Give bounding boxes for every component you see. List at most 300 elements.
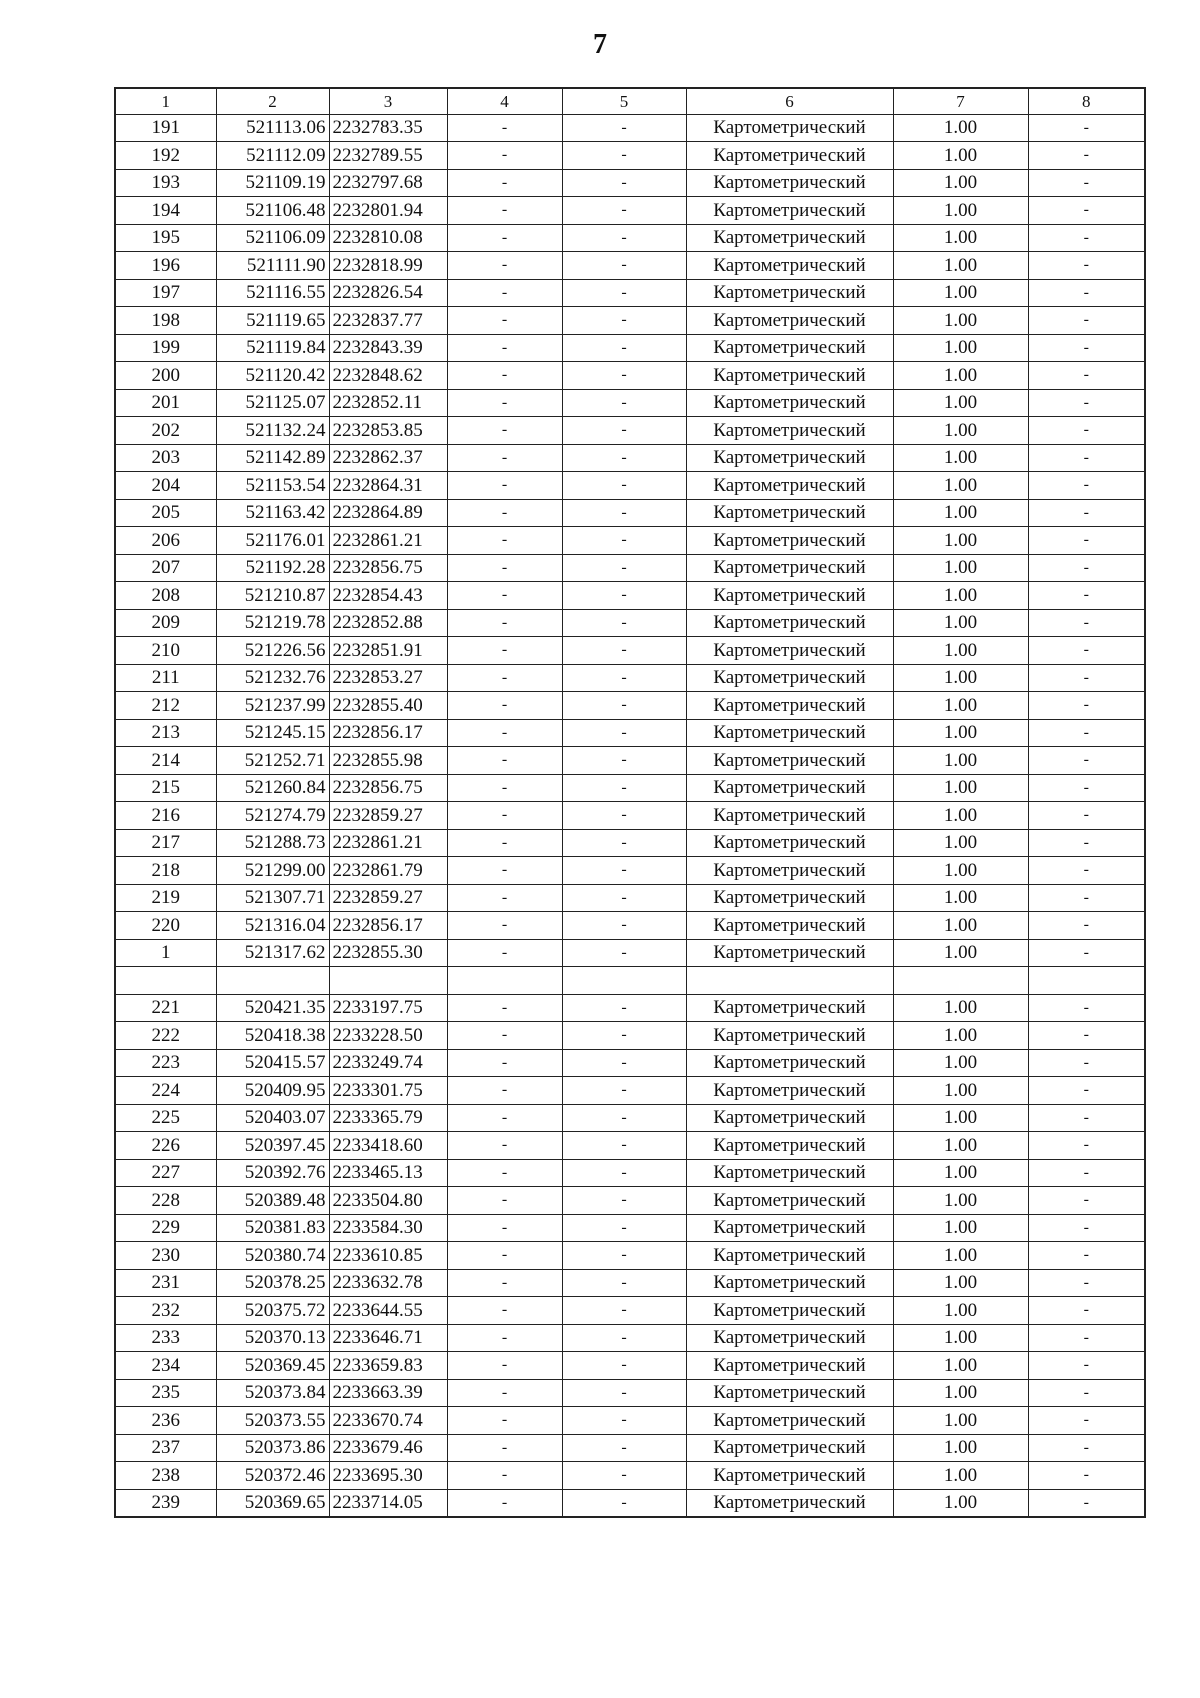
x-coordinate-cell: 521112.09 xyxy=(216,142,329,170)
y-coordinate-cell: 2232818.99 xyxy=(329,252,447,280)
table-row xyxy=(115,1462,1145,1490)
table-row xyxy=(115,912,1145,940)
table-row xyxy=(115,307,1145,335)
col5-cell: - xyxy=(562,472,686,500)
col5-cell: - xyxy=(562,994,686,1022)
method-cell: Картометрический xyxy=(686,829,893,857)
col8-cell: - xyxy=(1028,499,1145,527)
x-coordinate-cell: 520378.25 xyxy=(216,1269,329,1297)
accuracy-cell: 1.00 xyxy=(893,362,1028,390)
col5-cell: - xyxy=(562,114,686,142)
method-cell: Картометрический xyxy=(686,499,893,527)
table-body xyxy=(115,88,1145,1517)
y-coordinate-cell: 2232837.77 xyxy=(329,307,447,335)
col4-cell: - xyxy=(447,1434,562,1462)
accuracy-cell: 1.00 xyxy=(893,197,1028,225)
col8-cell: - xyxy=(1028,197,1145,225)
column-header: 8 xyxy=(1028,88,1145,114)
x-coordinate-cell: 521132.24 xyxy=(216,417,329,445)
method-cell: Картометрический xyxy=(686,609,893,637)
table-row xyxy=(115,1104,1145,1132)
x-coordinate-cell: 520373.84 xyxy=(216,1379,329,1407)
point-number-cell: 214 xyxy=(115,747,216,775)
col5-cell: - xyxy=(562,637,686,665)
table-row xyxy=(115,114,1145,142)
x-coordinate-cell: 520381.83 xyxy=(216,1214,329,1242)
col5-cell: - xyxy=(562,499,686,527)
accuracy-cell: 1.00 xyxy=(893,774,1028,802)
col4-cell: - xyxy=(447,279,562,307)
col4-cell: - xyxy=(447,169,562,197)
point-number-cell xyxy=(115,967,216,995)
col4-cell: - xyxy=(447,582,562,610)
y-coordinate-cell: 2232856.75 xyxy=(329,554,447,582)
column-header: 7 xyxy=(893,88,1028,114)
x-coordinate-cell: 521210.87 xyxy=(216,582,329,610)
table-row xyxy=(115,417,1145,445)
y-coordinate-cell: 2233365.79 xyxy=(329,1104,447,1132)
col4-cell: - xyxy=(447,472,562,500)
y-coordinate-cell: 2232861.21 xyxy=(329,829,447,857)
accuracy-cell: 1.00 xyxy=(893,912,1028,940)
col8-cell: - xyxy=(1028,472,1145,500)
point-number-cell: 1 xyxy=(115,939,216,967)
point-number-cell: 199 xyxy=(115,334,216,362)
col5-cell: - xyxy=(562,1352,686,1380)
point-number-cell: 192 xyxy=(115,142,216,170)
method-cell: Картометрический xyxy=(686,1159,893,1187)
col8-cell: - xyxy=(1028,1352,1145,1380)
col8-cell: - xyxy=(1028,994,1145,1022)
method-cell: Картометрический xyxy=(686,1077,893,1105)
col5-cell: - xyxy=(562,1434,686,1462)
table-row xyxy=(115,829,1145,857)
method-cell: Картометрический xyxy=(686,912,893,940)
col8-cell: - xyxy=(1028,884,1145,912)
col8-cell: - xyxy=(1028,637,1145,665)
method-cell: Картометрический xyxy=(686,114,893,142)
table-row xyxy=(115,994,1145,1022)
table-row xyxy=(115,1022,1145,1050)
col8-cell: - xyxy=(1028,747,1145,775)
table-row xyxy=(115,554,1145,582)
accuracy-cell: 1.00 xyxy=(893,114,1028,142)
y-coordinate-cell: 2232801.94 xyxy=(329,197,447,225)
y-coordinate-cell: 2233670.74 xyxy=(329,1407,447,1435)
col4-cell: - xyxy=(447,994,562,1022)
method-cell: Картометрический xyxy=(686,1407,893,1435)
col5-cell: - xyxy=(562,527,686,555)
accuracy-cell: 1.00 xyxy=(893,1242,1028,1270)
point-number-cell: 239 xyxy=(115,1489,216,1517)
accuracy-cell: 1.00 xyxy=(893,609,1028,637)
table-row xyxy=(115,802,1145,830)
col5-cell: - xyxy=(562,1489,686,1517)
y-coordinate-cell: 2232856.17 xyxy=(329,912,447,940)
col4-cell: - xyxy=(447,1324,562,1352)
col8-cell: - xyxy=(1028,1489,1145,1517)
col5-cell: - xyxy=(562,939,686,967)
col8-cell: - xyxy=(1028,857,1145,885)
accuracy-cell: 1.00 xyxy=(893,1187,1028,1215)
method-cell: Картометрический xyxy=(686,279,893,307)
y-coordinate-cell: 2232855.40 xyxy=(329,692,447,720)
table-row xyxy=(115,1132,1145,1160)
col8-cell: - xyxy=(1028,527,1145,555)
table-row xyxy=(115,142,1145,170)
y-coordinate-cell: 2232855.30 xyxy=(329,939,447,967)
accuracy-cell: 1.00 xyxy=(893,417,1028,445)
accuracy-cell: 1.00 xyxy=(893,802,1028,830)
point-number-cell: 234 xyxy=(115,1352,216,1380)
y-coordinate-cell: 2233504.80 xyxy=(329,1187,447,1215)
accuracy-cell: 1.00 xyxy=(893,1077,1028,1105)
point-number-cell: 217 xyxy=(115,829,216,857)
x-coordinate-cell: 521109.19 xyxy=(216,169,329,197)
table-row xyxy=(115,884,1145,912)
accuracy-cell: 1.00 xyxy=(893,664,1028,692)
y-coordinate-cell: 2233584.30 xyxy=(329,1214,447,1242)
col8-cell: - xyxy=(1028,802,1145,830)
col8-cell: - xyxy=(1028,774,1145,802)
x-coordinate-cell: 521260.84 xyxy=(216,774,329,802)
point-number-cell: 196 xyxy=(115,252,216,280)
col4-cell: - xyxy=(447,637,562,665)
col8-cell: - xyxy=(1028,1324,1145,1352)
point-number-cell: 226 xyxy=(115,1132,216,1160)
x-coordinate-cell: 521119.84 xyxy=(216,334,329,362)
x-coordinate-cell: 521176.01 xyxy=(216,527,329,555)
x-coordinate-cell: 520373.86 xyxy=(216,1434,329,1462)
point-number-cell: 220 xyxy=(115,912,216,940)
x-coordinate-cell: 520409.95 xyxy=(216,1077,329,1105)
col5-cell: - xyxy=(562,912,686,940)
col8-cell: - xyxy=(1028,912,1145,940)
x-coordinate-cell: 520373.55 xyxy=(216,1407,329,1435)
col4-cell: - xyxy=(447,1462,562,1490)
page-number: 7 xyxy=(593,29,607,60)
table-row xyxy=(115,747,1145,775)
col5-cell: - xyxy=(562,1049,686,1077)
point-number-cell: 236 xyxy=(115,1407,216,1435)
accuracy-cell: 1.00 xyxy=(893,554,1028,582)
table-row xyxy=(115,939,1145,967)
col8-cell: - xyxy=(1028,334,1145,362)
table-row xyxy=(115,444,1145,472)
table-row xyxy=(115,1049,1145,1077)
point-number-cell: 205 xyxy=(115,499,216,527)
col5-cell: - xyxy=(562,252,686,280)
col8-cell: - xyxy=(1028,664,1145,692)
table-row xyxy=(115,1242,1145,1270)
x-coordinate-cell: 521316.04 xyxy=(216,912,329,940)
col4-cell: - xyxy=(447,307,562,335)
point-number-cell: 237 xyxy=(115,1434,216,1462)
y-coordinate-cell: 2233644.55 xyxy=(329,1297,447,1325)
x-coordinate-cell: 521113.06 xyxy=(216,114,329,142)
table-row xyxy=(115,692,1145,720)
col5-cell: - xyxy=(562,1132,686,1160)
col5-cell: - xyxy=(562,719,686,747)
y-coordinate-cell: 2232848.62 xyxy=(329,362,447,390)
col8-cell: - xyxy=(1028,1187,1145,1215)
y-coordinate-cell: 2232789.55 xyxy=(329,142,447,170)
col8-cell: - xyxy=(1028,1434,1145,1462)
accuracy-cell: 1.00 xyxy=(893,307,1028,335)
method-cell: Картометрический xyxy=(686,637,893,665)
col5-cell: - xyxy=(562,1379,686,1407)
y-coordinate-cell: 2233659.83 xyxy=(329,1352,447,1380)
method-cell: Картометрический xyxy=(686,664,893,692)
point-number-cell: 213 xyxy=(115,719,216,747)
accuracy-cell: 1.00 xyxy=(893,1352,1028,1380)
accuracy-cell: 1.00 xyxy=(893,1462,1028,1490)
col5-cell: - xyxy=(562,609,686,637)
col8-cell: - xyxy=(1028,829,1145,857)
point-number-cell: 215 xyxy=(115,774,216,802)
x-coordinate-cell: 520372.46 xyxy=(216,1462,329,1490)
method-cell: Картометрический xyxy=(686,1269,893,1297)
y-coordinate-cell: 2233646.71 xyxy=(329,1324,447,1352)
method-cell: Картометрический xyxy=(686,582,893,610)
col5-cell: - xyxy=(562,857,686,885)
col5-cell: - xyxy=(562,169,686,197)
col8-cell: - xyxy=(1028,554,1145,582)
point-number-cell: 207 xyxy=(115,554,216,582)
x-coordinate-cell: 521116.55 xyxy=(216,279,329,307)
x-coordinate-cell: 521307.71 xyxy=(216,884,329,912)
col5-cell: - xyxy=(562,1407,686,1435)
y-coordinate-cell: 2232810.08 xyxy=(329,224,447,252)
col5-cell: - xyxy=(562,444,686,472)
table-row xyxy=(115,719,1145,747)
y-coordinate-cell: 2232851.91 xyxy=(329,637,447,665)
col5-cell xyxy=(562,967,686,995)
table-row xyxy=(115,1407,1145,1435)
table-row xyxy=(115,334,1145,362)
col5-cell: - xyxy=(562,224,686,252)
x-coordinate-cell: 521120.42 xyxy=(216,362,329,390)
col5-cell: - xyxy=(562,884,686,912)
method-cell: Картометрический xyxy=(686,1049,893,1077)
col5-cell: - xyxy=(562,1462,686,1490)
col8-cell: - xyxy=(1028,114,1145,142)
col8-cell: - xyxy=(1028,279,1145,307)
accuracy-cell: 1.00 xyxy=(893,279,1028,307)
col4-cell: - xyxy=(447,1132,562,1160)
col5-cell: - xyxy=(562,1187,686,1215)
x-coordinate-cell: 521153.54 xyxy=(216,472,329,500)
col8-cell: - xyxy=(1028,609,1145,637)
x-coordinate-cell: 521299.00 xyxy=(216,857,329,885)
table-row xyxy=(115,1214,1145,1242)
x-coordinate-cell: 521119.65 xyxy=(216,307,329,335)
col4-cell: - xyxy=(447,1242,562,1270)
col8-cell: - xyxy=(1028,142,1145,170)
x-coordinate-cell: 520415.57 xyxy=(216,1049,329,1077)
col8-cell: - xyxy=(1028,252,1145,280)
x-coordinate-cell: 520418.38 xyxy=(216,1022,329,1050)
accuracy-cell xyxy=(893,967,1028,995)
col5-cell: - xyxy=(562,664,686,692)
col8-cell: - xyxy=(1028,1242,1145,1270)
col8-cell: - xyxy=(1028,939,1145,967)
table-row xyxy=(115,637,1145,665)
method-cell: Картометрический xyxy=(686,224,893,252)
column-header: 3 xyxy=(329,88,447,114)
x-coordinate-cell: 521192.28 xyxy=(216,554,329,582)
col4-cell: - xyxy=(447,1214,562,1242)
col4-cell: - xyxy=(447,1352,562,1380)
coordinates-table xyxy=(114,87,1146,1518)
y-coordinate-cell: 2232855.98 xyxy=(329,747,447,775)
col5-cell: - xyxy=(562,362,686,390)
method-cell: Картометрический xyxy=(686,939,893,967)
table-row xyxy=(115,224,1145,252)
point-number-cell: 200 xyxy=(115,362,216,390)
point-number-cell: 232 xyxy=(115,1297,216,1325)
accuracy-cell: 1.00 xyxy=(893,169,1028,197)
x-coordinate-cell: 520380.74 xyxy=(216,1242,329,1270)
point-number-cell: 238 xyxy=(115,1462,216,1490)
col5-cell: - xyxy=(562,417,686,445)
col8-cell: - xyxy=(1028,1379,1145,1407)
col4-cell: - xyxy=(447,114,562,142)
accuracy-cell: 1.00 xyxy=(893,499,1028,527)
x-coordinate-cell: 520369.45 xyxy=(216,1352,329,1380)
table-row xyxy=(115,582,1145,610)
column-header: 5 xyxy=(562,88,686,114)
method-cell: Картометрический xyxy=(686,252,893,280)
y-coordinate-cell: 2233714.05 xyxy=(329,1489,447,1517)
y-coordinate-cell: 2232862.37 xyxy=(329,444,447,472)
col8-cell: - xyxy=(1028,1407,1145,1435)
col4-cell: - xyxy=(447,802,562,830)
method-cell: Картометрический xyxy=(686,1379,893,1407)
accuracy-cell: 1.00 xyxy=(893,747,1028,775)
x-coordinate-cell: 521219.78 xyxy=(216,609,329,637)
col4-cell: - xyxy=(447,857,562,885)
x-coordinate-cell: 521106.09 xyxy=(216,224,329,252)
accuracy-cell: 1.00 xyxy=(893,142,1028,170)
y-coordinate-cell: 2232859.27 xyxy=(329,884,447,912)
method-cell: Картометрический xyxy=(686,1324,893,1352)
col8-cell: - xyxy=(1028,1462,1145,1490)
col4-cell: - xyxy=(447,142,562,170)
x-coordinate-cell: 520389.48 xyxy=(216,1187,329,1215)
x-coordinate-cell: 520392.76 xyxy=(216,1159,329,1187)
accuracy-cell: 1.00 xyxy=(893,444,1028,472)
method-cell: Картометрический xyxy=(686,884,893,912)
col5-cell: - xyxy=(562,1269,686,1297)
accuracy-cell: 1.00 xyxy=(893,1159,1028,1187)
x-coordinate-cell: 520403.07 xyxy=(216,1104,329,1132)
col5-cell: - xyxy=(562,1297,686,1325)
x-coordinate-cell xyxy=(216,967,329,995)
point-number-cell: 218 xyxy=(115,857,216,885)
method-cell xyxy=(686,967,893,995)
point-number-cell: 209 xyxy=(115,609,216,637)
method-cell: Картометрический xyxy=(686,389,893,417)
col5-cell: - xyxy=(562,802,686,830)
point-number-cell: 210 xyxy=(115,637,216,665)
accuracy-cell: 1.00 xyxy=(893,994,1028,1022)
y-coordinate-cell: 2233465.13 xyxy=(329,1159,447,1187)
method-cell: Картометрический xyxy=(686,1187,893,1215)
col4-cell: - xyxy=(447,1297,562,1325)
col8-cell: - xyxy=(1028,1104,1145,1132)
col5-cell: - xyxy=(562,1104,686,1132)
x-coordinate-cell: 521125.07 xyxy=(216,389,329,417)
col4-cell: - xyxy=(447,554,562,582)
point-number-cell: 203 xyxy=(115,444,216,472)
col8-cell: - xyxy=(1028,1022,1145,1050)
point-number-cell: 230 xyxy=(115,1242,216,1270)
col4-cell: - xyxy=(447,1489,562,1517)
method-cell: Картометрический xyxy=(686,1352,893,1380)
col5-cell: - xyxy=(562,1159,686,1187)
point-number-cell: 212 xyxy=(115,692,216,720)
y-coordinate-cell: 2233663.39 xyxy=(329,1379,447,1407)
point-number-cell: 227 xyxy=(115,1159,216,1187)
col5-cell: - xyxy=(562,582,686,610)
x-coordinate-cell: 520397.45 xyxy=(216,1132,329,1160)
col8-cell: - xyxy=(1028,719,1145,747)
y-coordinate-cell: 2232853.27 xyxy=(329,664,447,692)
x-coordinate-cell: 521237.99 xyxy=(216,692,329,720)
accuracy-cell: 1.00 xyxy=(893,719,1028,747)
point-number-cell: 204 xyxy=(115,472,216,500)
accuracy-cell: 1.00 xyxy=(893,1269,1028,1297)
col4-cell: - xyxy=(447,389,562,417)
method-cell: Картометрический xyxy=(686,1297,893,1325)
y-coordinate-cell: 2233418.60 xyxy=(329,1132,447,1160)
y-coordinate-cell: 2232797.68 xyxy=(329,169,447,197)
method-cell: Картометрический xyxy=(686,692,893,720)
col5-cell: - xyxy=(562,197,686,225)
x-coordinate-cell: 520369.65 xyxy=(216,1489,329,1517)
point-number-cell: 225 xyxy=(115,1104,216,1132)
table-row xyxy=(115,857,1145,885)
method-cell: Картометрический xyxy=(686,1462,893,1490)
method-cell: Картометрический xyxy=(686,1242,893,1270)
accuracy-cell: 1.00 xyxy=(893,1104,1028,1132)
col5-cell: - xyxy=(562,1324,686,1352)
accuracy-cell: 1.00 xyxy=(893,1297,1028,1325)
col5-cell: - xyxy=(562,1214,686,1242)
col5-cell: - xyxy=(562,829,686,857)
col4-cell: - xyxy=(447,719,562,747)
col5-cell: - xyxy=(562,279,686,307)
point-number-cell: 202 xyxy=(115,417,216,445)
x-coordinate-cell: 521111.90 xyxy=(216,252,329,280)
col4-cell: - xyxy=(447,1159,562,1187)
col4-cell: - xyxy=(447,1104,562,1132)
x-coordinate-cell: 521288.73 xyxy=(216,829,329,857)
col5-cell: - xyxy=(562,554,686,582)
table-row xyxy=(115,252,1145,280)
accuracy-cell: 1.00 xyxy=(893,334,1028,362)
method-cell: Картометрический xyxy=(686,1022,893,1050)
accuracy-cell: 1.00 xyxy=(893,692,1028,720)
col4-cell: - xyxy=(447,747,562,775)
table-row xyxy=(115,197,1145,225)
col4-cell: - xyxy=(447,1022,562,1050)
y-coordinate-cell: 2232864.31 xyxy=(329,472,447,500)
method-cell: Картометрический xyxy=(686,472,893,500)
point-number-cell: 223 xyxy=(115,1049,216,1077)
column-header: 6 xyxy=(686,88,893,114)
